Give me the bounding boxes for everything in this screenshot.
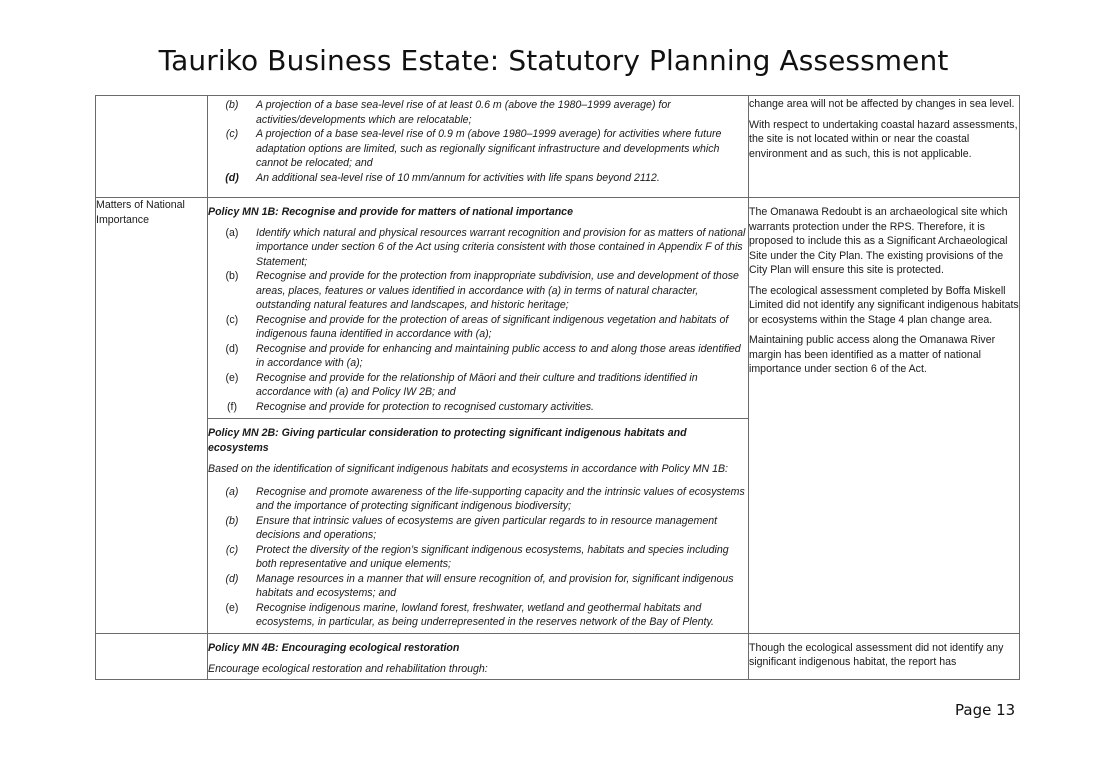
item-text: Recognise and promote awareness of the life-supporting capacity and the intrinsic values of ecosystems and the importance of protecting significant indigenous biodiversity; [256, 485, 745, 512]
item-label: (d) [225, 342, 239, 355]
list-item [208, 342, 748, 371]
item-text: Recognise indigenous marine, lowland forest, freshwater, wetland and geothermal habitats and ecosystems, in particular, as being underrepresented in the reserves network of the Bay of Plenty. [256, 601, 714, 628]
list-item [208, 313, 748, 342]
item-text: Recognise and provide for the protection from inappropriate subdivision, use and development of those areas, places, features or values identified in accordance with (a) in terms of natural character, outstanding natural features and landscapes, and historic heritage; [256, 270, 739, 311]
comment-text: The ecological assessment completed by Boffa Miskell Limited did not identify any significant indigenous habitats or ecosystems within the Stage 4 plan change area. [749, 284, 1019, 326]
item-label: (a) [225, 226, 239, 239]
policy-intro: Encourage ecological restoration and rehabilitation through: [208, 663, 488, 675]
item-label: (b) [225, 99, 239, 111]
table-row-continued [96, 96, 1020, 198]
list-item [208, 171, 748, 186]
list-item [208, 400, 748, 415]
item-label: (a) [225, 485, 239, 498]
item-text: A projection of a base sea-level rise of 0.9 m (above 1980–1999 average) for activities where future adaptation options are limited, such as regionally significant infrastructure and developments which cannot be relocated; and [256, 128, 722, 169]
item-label: (b) [225, 270, 239, 282]
item-text: Ensure that intrinsic values of ecosystems are given particular regards to in resource management decisions and operations; [256, 514, 718, 541]
comment-text: The Omanawa Redoubt is an archaeological site which warrants protection under the RPS. Therefore, it is proposed to include this as a Significant Archaeological Site under the City Plan. The existing provisions of the City Plan will ensure this site is protected. [749, 206, 1008, 276]
item-text: Manage resources in a manner that will ensure recognition of, and provision for, significant indigenous habitats and ecosystems; and [256, 572, 734, 599]
list-item [208, 127, 748, 171]
list-item [208, 269, 748, 313]
comment-cell [749, 198, 1020, 634]
list-item [208, 514, 748, 543]
item-label: (c) [225, 313, 239, 326]
comment-text: Though the ecological assessment did not identify any significant indigenous habitat, the report has [749, 641, 1004, 668]
matter-cell [96, 633, 208, 679]
policy-intro: Based on the identification of significant indigenous habitats and ecosystems in accordance with Policy MN 1B: [208, 463, 728, 475]
table-row-mn4b [96, 633, 1020, 679]
item-label: (c) [225, 543, 239, 556]
item-label: (d) [225, 572, 239, 585]
policy-title: Policy MN 2B: Giving particular consideration to protecting significant indigenous habitats and ecosystems [208, 427, 687, 454]
item-label: (e) [225, 601, 239, 614]
item-text: Recognise and provide for enhancing and maintaining public access to and along those areas identified in accordance with (a); [256, 342, 741, 369]
list-item [208, 371, 748, 400]
item-label: (f) [227, 400, 237, 413]
item-text: Recognise and provide for the protection of areas of significant indigenous vegetation and habitats of indigenous fauna identified in accordance with (a); [256, 313, 729, 340]
matter-cell [96, 96, 208, 198]
comment-text: change area will not be affected by changes in sea level. [749, 98, 1015, 110]
policy-cell [208, 633, 749, 679]
list-item [208, 485, 748, 514]
assessment-table [95, 95, 1020, 680]
item-text: Protect the diversity of the region’s significant indigenous ecosystems, habitats and species including both representative and unique elements; [256, 543, 729, 570]
item-text: A projection of a base sea-level rise of at least 0.6 m (above the 1980–1999 average) for activities/developments which are relocatable; [256, 99, 671, 126]
policy-cell [208, 419, 749, 634]
comment-text: Maintaining public access along the Omanawa River margin has been identified as a matter of national importance under section 6 of the Act. [749, 334, 996, 375]
page-title: Tauriko Business Estate: Statutory Planning Assessment [158, 44, 949, 77]
policy-cell [208, 198, 749, 419]
list-item [208, 572, 748, 601]
item-text: Identify which natural and physical resources warrant recognition and provision for as matters of national importance under section 6 of the Act using criteria consistent with those contained in Appendix F of this Statement; [256, 226, 746, 268]
policy-title: Policy MN 1B: Recognise and provide for matters of national importance [208, 206, 573, 218]
item-label: (e) [225, 371, 239, 384]
list-item [208, 226, 748, 270]
comment-cell [749, 96, 1020, 198]
item-label: (b) [225, 514, 239, 527]
page-number: Page 13 [955, 701, 1016, 719]
item-text: An additional sea-level rise of 10 mm/annum for activities with life spans beyond 2112. [256, 171, 660, 184]
list-item [208, 98, 748, 127]
item-label: (d) [225, 171, 239, 184]
comment-cell [749, 633, 1020, 679]
table-row-national [96, 198, 1020, 419]
policy-title: Policy MN 4B: Encouraging ecological restoration [208, 641, 460, 654]
item-text: Recognise and provide for the relationship of Māori and their culture and traditions identified in accordance with (a) and Policy IW 2B; and [256, 371, 698, 398]
matter-cell: Matters of National Importance [96, 198, 208, 634]
policy-cell [208, 96, 749, 198]
item-label: (c) [225, 128, 239, 140]
list-item [208, 601, 748, 630]
item-text: Recognise and provide for protection to recognised customary activities. [256, 400, 594, 413]
comment-text: With respect to undertaking coastal hazard assessments, the site is not located within or near the coastal environment and as such, this is not applicable. [749, 118, 1018, 160]
list-item [208, 543, 748, 572]
